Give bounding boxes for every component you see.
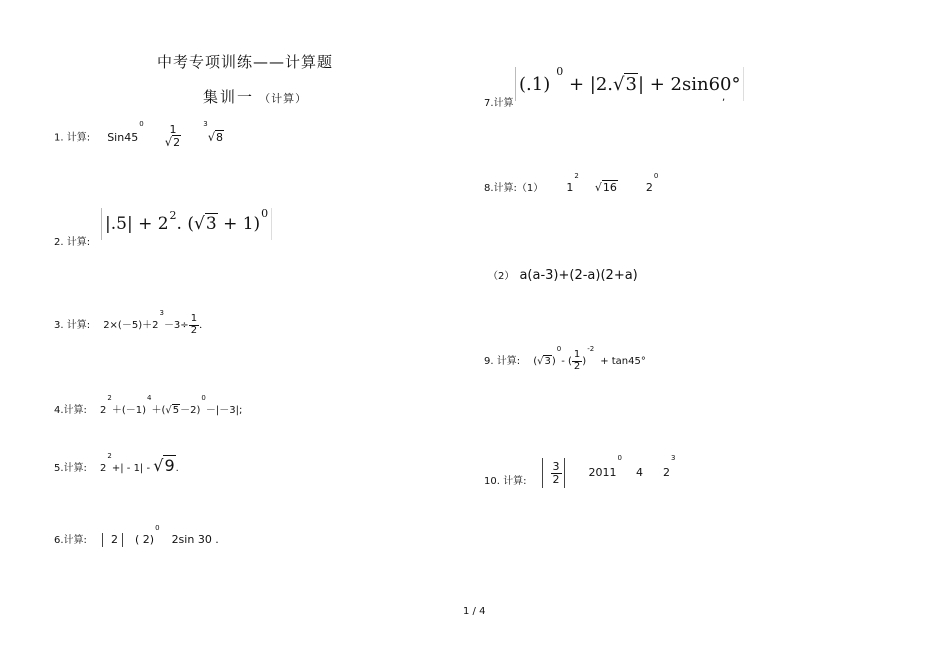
q9-label: 9. 计算: bbox=[484, 356, 521, 367]
page-number: 1 / 4 bbox=[463, 606, 486, 617]
question-1 bbox=[54, 120, 224, 149]
q4-expression: $2^2+(-1)^4+(√5-2)^0-|-3|$; bbox=[100, 394, 243, 416]
question-2-label-wrap bbox=[54, 230, 90, 249]
q10-expression: $\frac{3}{2}$ 2011$^0$4 $2^3$ bbox=[542, 466, 676, 479]
page-title: 中考专项训练——计算题 bbox=[157, 53, 334, 71]
q8b-expression: a(a-3)+(2-a)(2+a) bbox=[519, 268, 638, 283]
section-note: （计算） bbox=[259, 92, 308, 105]
q5-label: 5.计算: bbox=[54, 463, 87, 474]
q8-label: 8.计算:（1） bbox=[484, 183, 544, 194]
question-5 bbox=[54, 452, 179, 475]
question-6 bbox=[54, 524, 219, 547]
question-7-label-wrap bbox=[484, 91, 514, 110]
q1-cube-root: $^3$√8 bbox=[203, 120, 224, 144]
q8b-prefix: （2） bbox=[488, 271, 515, 282]
q6-expression: 2 ( 2)$^0$2sin 30 . bbox=[102, 533, 219, 546]
q3-expression: $2\times(-5)+2^3-3\div$ $\frac{1}{2}$ ． bbox=[103, 309, 210, 336]
q7-tail: , bbox=[722, 92, 726, 103]
question-10 bbox=[484, 454, 676, 488]
section-title: 集训一 bbox=[203, 88, 255, 106]
q1-fraction: 1 √2 bbox=[164, 123, 181, 149]
question-8 bbox=[484, 172, 659, 195]
section-heading bbox=[203, 86, 307, 107]
question-7-expression: $(.1)^0 + |2.√3| + 2\sin 60^\circ$ bbox=[515, 67, 744, 101]
question-4 bbox=[54, 394, 243, 417]
q9-expression: $(√3)^0-$ ( $\frac{1}{2}$ )$^{-2}$+ tan45° bbox=[533, 345, 646, 372]
q7-label: 7.计算 bbox=[484, 98, 514, 109]
question-2-expression: $|.5| + 2^2$. $(√3 + 1)^0$ bbox=[101, 208, 272, 240]
q3-label: 3. 计算: bbox=[54, 320, 91, 331]
question-3 bbox=[54, 309, 210, 336]
q2-label: 2. 计算: bbox=[54, 237, 91, 248]
q5-expression: $2^2+| - 1| - √9$. bbox=[100, 452, 179, 475]
q10-label: 10. 计算: bbox=[484, 476, 527, 487]
question-9 bbox=[484, 345, 646, 372]
q8-expression: $1^2√16$ $2^0$ bbox=[566, 172, 659, 194]
q6-label: 6.计算: bbox=[54, 535, 87, 546]
q1-sin: $Sin45^0$ bbox=[107, 120, 144, 144]
q1-label: 1. 计算: bbox=[54, 132, 91, 144]
q4-label: 4.计算: bbox=[54, 405, 87, 416]
question-8b bbox=[488, 264, 638, 283]
